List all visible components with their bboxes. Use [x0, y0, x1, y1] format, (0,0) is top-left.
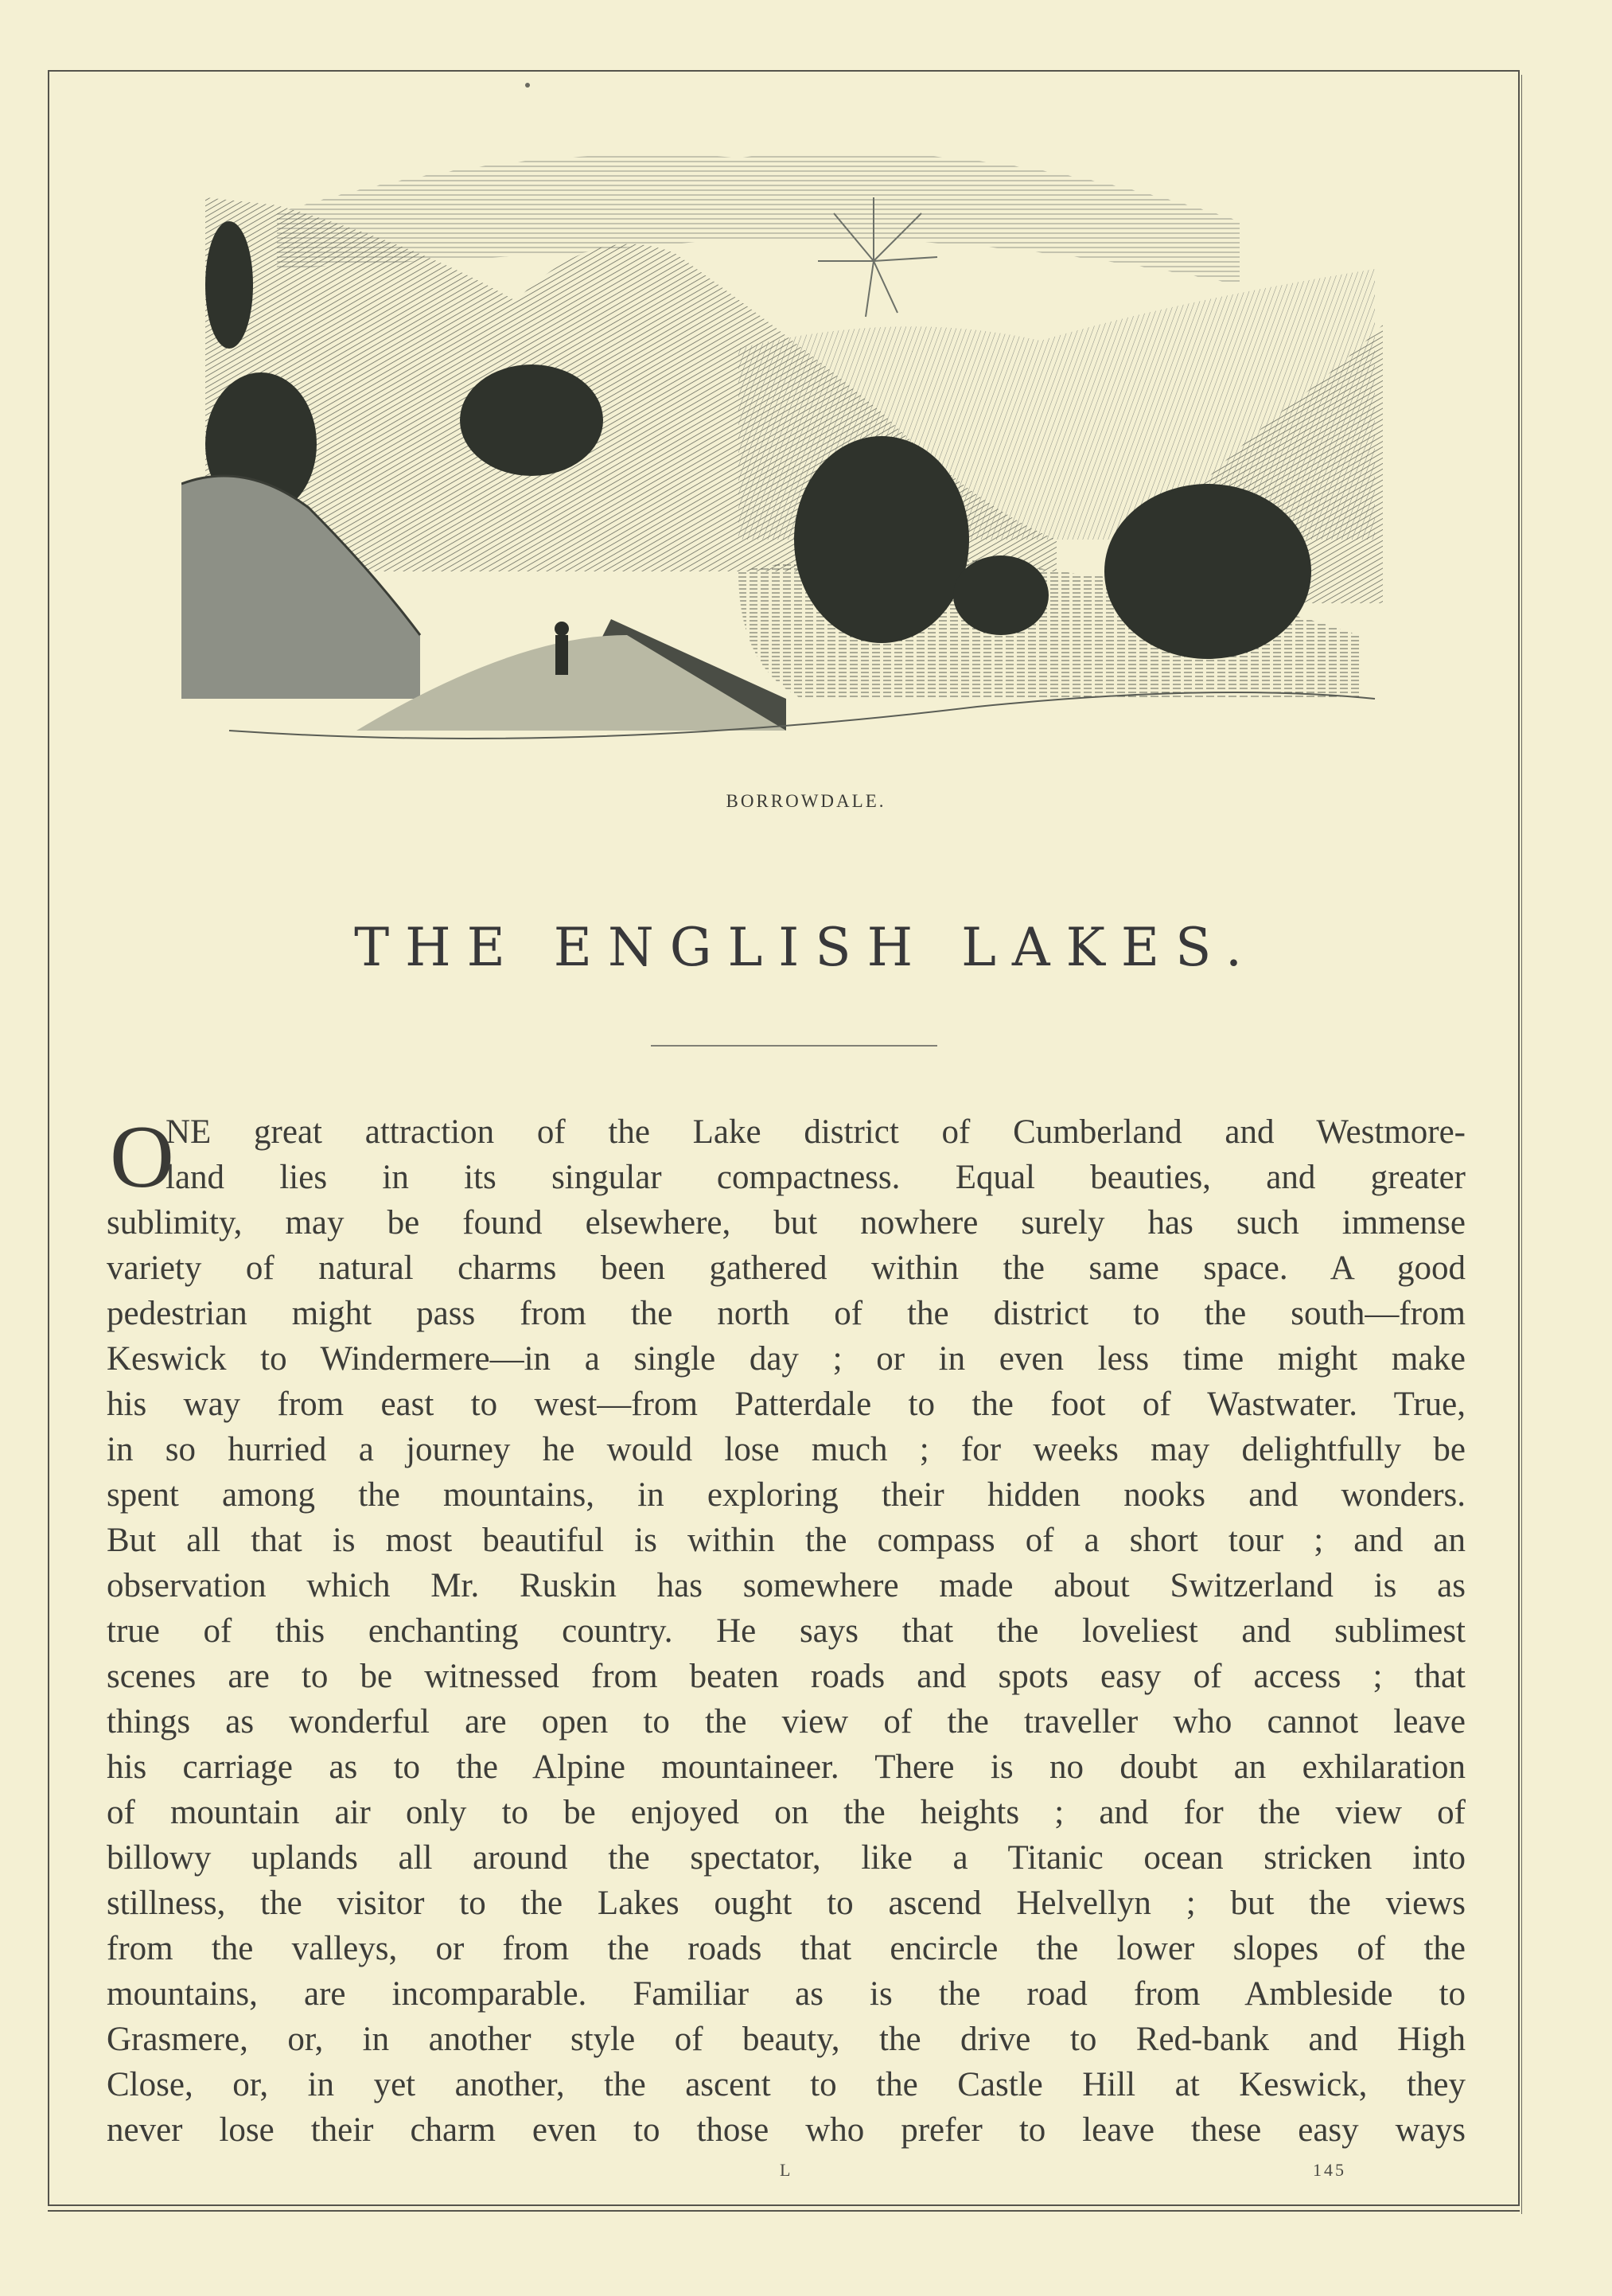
text-line: scenes are to be witnessed from beaten roads and spots easy of access ; that	[107, 1658, 1466, 1695]
text-line: never lose their charm even to those who prefer to leave these easy ways	[107, 2111, 1466, 2149]
text-line: billowy uplands all around the spectator, like a Titanic ocean stricken into	[107, 1839, 1466, 1877]
text-line: in so hurried a journey he would lose much ; for weeks may delightfully be	[107, 1431, 1466, 1468]
text-line: things as wonderful are open to the view of the traveller who cannot leave	[107, 1703, 1466, 1741]
text-line: But all that is most beautiful is within the compass of a short tour ; and an	[107, 1522, 1466, 1559]
page-number: 145	[1313, 2160, 1346, 2180]
text-line: his carriage as to the Alpine mountaineer. There is no doubt an exhilaration	[107, 1748, 1466, 1786]
text-line: sublimity, may be found elsewhere, but nowhere surely has such immense	[107, 1204, 1466, 1242]
page-border-bottom	[48, 2210, 1520, 2212]
page-border-right	[1521, 75, 1522, 2214]
text-line: observation which Mr. Ruskin has somewhere made about Switzerland is as	[107, 1567, 1466, 1604]
text-line: mountains, are incomparable. Familiar as is the road from Ambleside to	[107, 1975, 1466, 2013]
signature-mark: L	[780, 2160, 791, 2180]
text-line: stillness, the visitor to the Lakes ought to ascend Helvellyn ; but the views	[107, 1885, 1466, 1922]
drop-cap: O	[110, 1108, 174, 1206]
text-line: pedestrian might pass from the north of the district to the south—from	[107, 1295, 1466, 1332]
text-line: of mountain air only to be enjoyed on the heights ; and for the view of	[107, 1794, 1466, 1831]
page-title: THE ENGLISH LAKES.	[354, 917, 1258, 978]
ink-dot	[525, 83, 530, 88]
text-line: true of this enchanting country. He says that the loveliest and sublimest	[107, 1612, 1466, 1650]
text-line: Keswick to Windermere—in a single day ; or in even less time might make	[107, 1340, 1466, 1378]
body-text	[107, 1109, 1466, 2153]
text-line: his way from east to west—from Patterdale to the foot of Wastwater. True,	[107, 1386, 1466, 1423]
text-line: spent among the mountains, in exploring their hidden nooks and wonders.	[107, 1476, 1466, 1514]
illustration-caption: BORROWDALE.	[726, 791, 886, 811]
text-line: Grasmere, or, in another style of beauty, the drive to Red-bank and High	[107, 2021, 1466, 2058]
text-line: Close, or, in yet another, the ascent to the Castle Hill at Keswick, they	[107, 2066, 1466, 2103]
text-line: NE great attraction of the Lake district of Cumberland and Westmore-	[165, 1113, 1466, 1151]
text-line: variety of natural charms been gathered within the same space. A good	[107, 1249, 1466, 1287]
landscape-engraving-icon	[181, 126, 1391, 778]
text-line: from the valleys, or from the roads that encircle the lower slopes of the	[107, 1930, 1466, 1967]
text-line: land lies in its singular compactness. Equal beauties, and greater	[165, 1159, 1466, 1196]
title-rule	[651, 1045, 937, 1047]
